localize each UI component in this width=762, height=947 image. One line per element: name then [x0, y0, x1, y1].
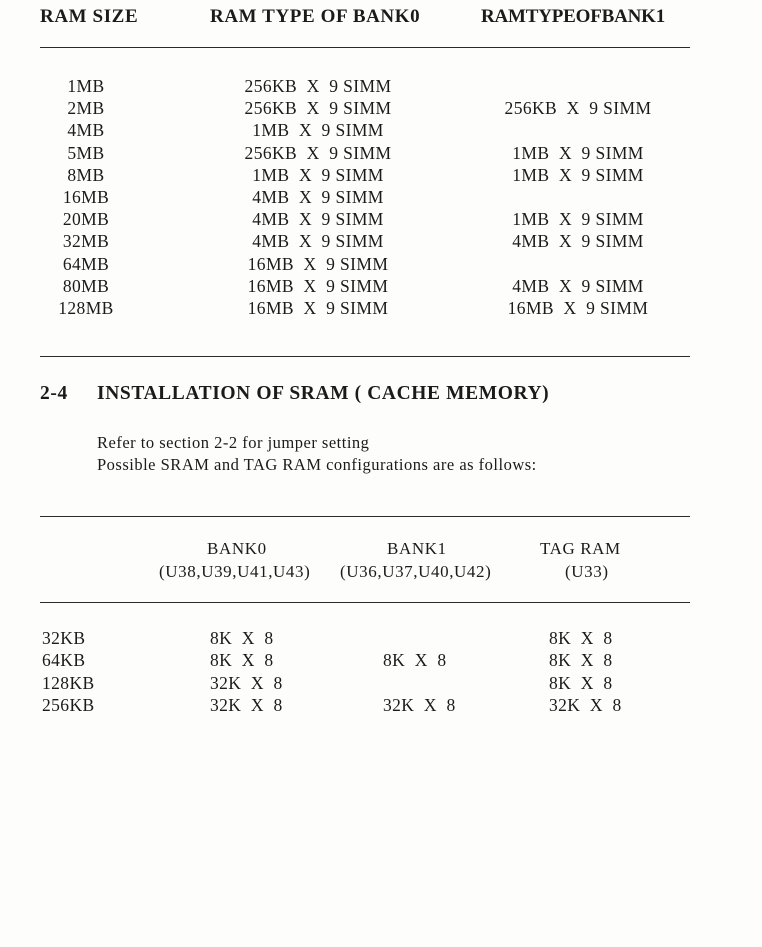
ram-table-cell: 1MB: [67, 76, 105, 96]
sram-table-cell: 8K X 8: [549, 628, 613, 648]
bank0-type-header: RAM TYPE OF BANK0: [210, 6, 421, 27]
sram-table-cell: 32K X 8: [383, 694, 456, 715]
ram-table-cell: 256KB X 9 SIMM: [244, 98, 392, 119]
ram-table-cell: 16MB X 9 SIMM: [247, 253, 389, 274]
ram-table-cell: 4MB X 9 SIMM: [512, 231, 644, 252]
ram-table-cell: 1MB X 9 SIMM: [512, 209, 644, 230]
sram-table-cell: 8K X 8: [210, 628, 274, 648]
divider: [40, 602, 690, 603]
ram-table-cell: 64MB: [62, 253, 110, 274]
bank0-chips: (U38,U39,U41,U43): [159, 562, 311, 581]
tag-ram-chips: (U33): [565, 562, 609, 581]
sram-table-cell: 8K X 8: [210, 650, 274, 671]
divider: [40, 47, 690, 48]
ram-table-cell: 256KB X 9 SIMM: [504, 98, 652, 119]
sram-table-cell: 8K X 8: [549, 650, 613, 671]
ram-table-cell: 1MB X 9 SIMM: [512, 142, 644, 163]
ram-size-header: RAM SIZE: [40, 6, 139, 27]
ram-table-cell: 80MB: [62, 275, 110, 296]
section-title: INSTALLATION OF SRAM ( CACHE MEMORY): [97, 383, 550, 404]
ram-table-cell: 16MB X 9 SIMM: [507, 298, 649, 318]
ram-table-cell: 16MB X 9 SIMM: [247, 275, 389, 296]
sram-table-cell: 128KB: [42, 672, 95, 693]
divider: [40, 516, 690, 517]
section-text-line2: Possible SRAM and TAG RAM configurations are as follows:: [97, 455, 537, 474]
sram-table-cell: 32KB: [42, 628, 86, 648]
sram-table-cell: 32K X 8: [549, 694, 622, 715]
section-text-line1: Refer to section 2-2 for jumper setting: [97, 433, 370, 452]
ram-table-cell: 4MB: [67, 120, 105, 141]
ram-table-cell: 8MB: [67, 164, 105, 185]
ram-table-cell: 1MB X 9 SIMM: [252, 164, 384, 185]
ram-table-cell: 5MB: [67, 142, 105, 163]
bank0-header: BANK0: [207, 539, 267, 558]
ram-table-cell: 16MB X 9 SIMM: [247, 298, 389, 318]
ram-table-cell: 4MB X 9 SIMM: [252, 209, 384, 230]
divider: [40, 356, 690, 357]
sram-table-cell: 32K X 8: [210, 672, 283, 693]
ram-table-cell: 4MB X 9 SIMM: [512, 275, 644, 296]
ram-table-cell: 20MB: [62, 209, 110, 230]
ram-table-cell: 256KB X 9 SIMM: [244, 142, 392, 163]
bank1-type-header: RAMTYPEOFBANK1: [481, 6, 666, 27]
sram-table-cell: 64KB: [42, 650, 86, 671]
ram-table-cell: 1MB X 9 SIMM: [512, 164, 644, 185]
section-number: 2-4: [40, 383, 68, 404]
ram-table-cell: 1MB X 9 SIMM: [252, 120, 384, 141]
ram-table-cell: 2MB: [67, 98, 105, 119]
ram-table-cell: 32MB: [62, 231, 110, 252]
sram-table-cell: 8K X 8: [549, 672, 613, 693]
sram-table-cell: 256KB: [42, 694, 95, 715]
bank1-header: BANK1: [387, 539, 447, 558]
ram-table-cell: 128MB: [58, 298, 114, 318]
tag-ram-header: TAG RAM: [540, 539, 621, 558]
ram-table-cell: 16MB: [62, 187, 110, 207]
ram-table-cell: 4MB X 9 SIMM: [252, 231, 384, 252]
ram-table-cell: 256KB X 9 SIMM: [244, 76, 392, 96]
sram-table-cell: 8K X 8: [383, 650, 447, 671]
ram-table-cell: 4MB X 9 SIMM: [252, 187, 384, 207]
sram-table-cell: 32K X 8: [210, 694, 283, 715]
bank1-chips: (U36,U37,U40,U42): [340, 562, 492, 581]
